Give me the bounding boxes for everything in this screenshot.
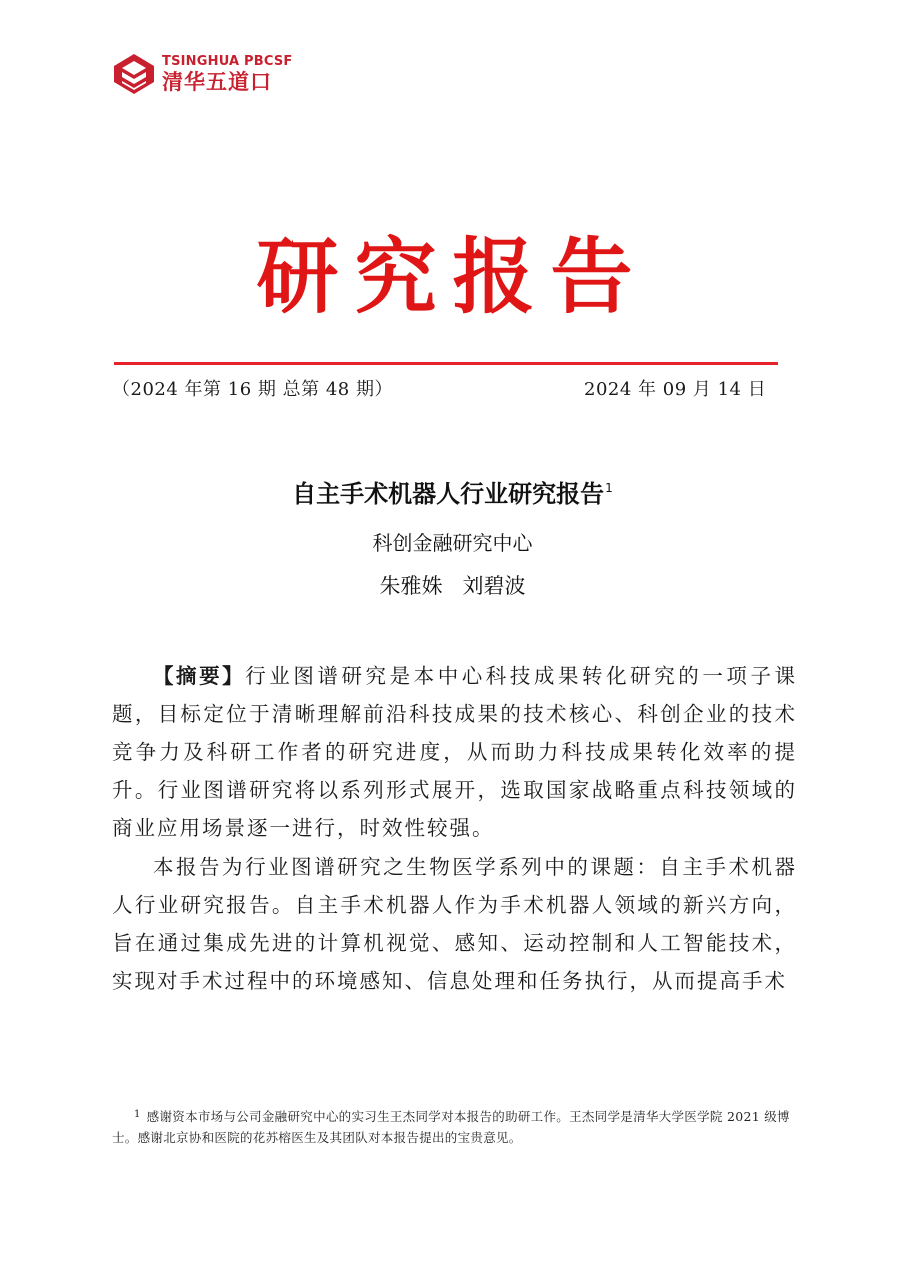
header-logo bbox=[112, 52, 293, 96]
footnote bbox=[112, 1104, 797, 1148]
footnote-text: 感谢资本市场与公司金融研究中心的实习生王杰同学对本报告的助研工作。王杰同学是清华大学医学院 2021 级博士。感谢北京协和医院的花苏榕医生及其团队对本报告提出的宝贵意见。 bbox=[112, 1109, 790, 1145]
document-title-text: 自主手术机器人行业研究报告 bbox=[292, 480, 605, 508]
author-name: 朱雅姝 bbox=[379, 574, 443, 598]
logo-chinese-name: 清华五道口 bbox=[162, 69, 272, 94]
abstract-label: 【摘要】 bbox=[153, 664, 246, 688]
abstract-text: 行业图谱研究是本中心科技成果转化研究的一项子课题，目标定位于清晰理解前沿科技成果的技术核心、科创企业的技术竞争力及科研工作者的研究进度，从而助力科技成果转化效率的提升。行业图谱研究将以系列形式展开，选取国家战略重点科技领域的商业应用场景逐一进行，时效性较强。 bbox=[112, 664, 798, 840]
report-title: 研究报告 bbox=[256, 229, 649, 325]
issue-number: （2024 年第 16 期 总第 48 期） bbox=[112, 379, 393, 400]
publish-date: 2024 年 09 月 14 日 bbox=[584, 379, 767, 400]
author-name: 刘碧波 bbox=[462, 574, 526, 598]
body-paragraph: 本报告为行业图谱研究之生物医学系列中的课题：自主手术机器人行业研究报告。自主手术机器人作为手术机器人领域的新兴方向，旨在通过集成先进的计算机视觉、感知、运动控制和人工智能技术，实现对手术过程中的环境感知、信息处理和任务执行，从而提高手术 bbox=[112, 855, 797, 993]
document-title bbox=[0, 474, 905, 509]
abstract-paragraph bbox=[112, 657, 797, 847]
pbcsf-logo-icon bbox=[112, 52, 156, 96]
author-list bbox=[0, 570, 905, 600]
report-body bbox=[112, 657, 797, 1001]
footnote-reference[interactable]: 1 bbox=[605, 481, 613, 495]
header-divider bbox=[114, 362, 778, 365]
department-name: 科创金融研究中心 bbox=[372, 531, 533, 555]
logo-english-name: TSINGHUA PBCSF bbox=[162, 53, 293, 69]
footnote-mark: 1 bbox=[134, 1109, 141, 1120]
